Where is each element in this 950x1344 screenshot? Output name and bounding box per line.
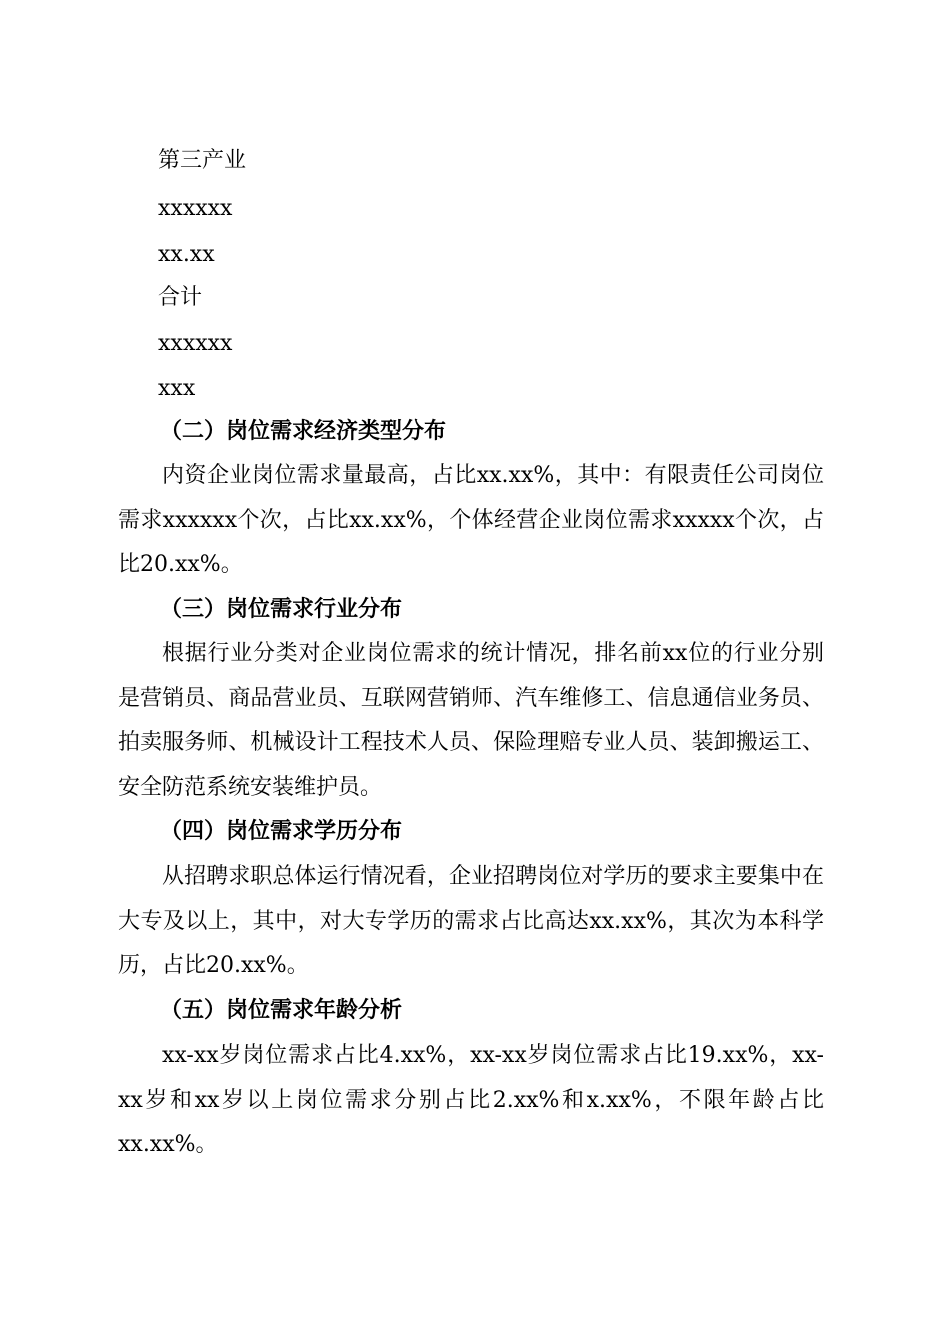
table-cell-share-total: xxx bbox=[158, 376, 196, 401]
section-heading-age: （五）岗位需求年龄分析 bbox=[160, 997, 403, 1023]
section-heading-education: （四）岗位需求学历分布 bbox=[160, 818, 403, 844]
table-row-label-total: 合计 bbox=[158, 285, 203, 310]
section-body-economic-type: 内资企业岗位需求量最高，占比xx.xx%，其中：有限责任公司岗位需求xxxxxx个次，占比xx.xx%，个体经营企业岗位需求xxxxx个次，占比20.xx%。 bbox=[118, 463, 824, 577]
section-heading-economic-type: （二）岗位需求经济类型分布 bbox=[160, 418, 447, 444]
section-body-industry: 根据行业分类对企业岗位需求的统计情况，排名前xx位的行业分别是营销员、商品营业员、互联网营销师、汽车维修工、信息通信业务员、拍卖服务师、机械设计工程技术人员、保险理赔专业人员、装卸搬运工、安全防范系统安装维护员。 bbox=[118, 641, 824, 800]
table-row-label-tertiary: 第三产业 bbox=[158, 148, 247, 173]
table-cell-count-total: xxxxxx bbox=[158, 331, 233, 356]
section-body-education: 从招聘求职总体运行情况看，企业招聘岗位对学历的要求主要集中在大专及以上，其中，对大专学历的需求占比高达xx.xx%，其次为本科学历，占比20.xx%。 bbox=[118, 864, 824, 978]
table-cell-share-tertiary: xx.xx bbox=[158, 242, 215, 267]
section-body-age: xx-xx岁岗位需求占比4.xx%，xx-xx岁岗位需求占比19.xx%，xx-xx岁和xx岁以上岗位需求分别占比2.xx%和x.xx%，不限年龄占比xx.xx%。 bbox=[118, 1043, 824, 1157]
section-heading-industry: （三）岗位需求行业分布 bbox=[160, 596, 403, 622]
table-cell-count-tertiary: xxxxxx bbox=[158, 196, 233, 221]
